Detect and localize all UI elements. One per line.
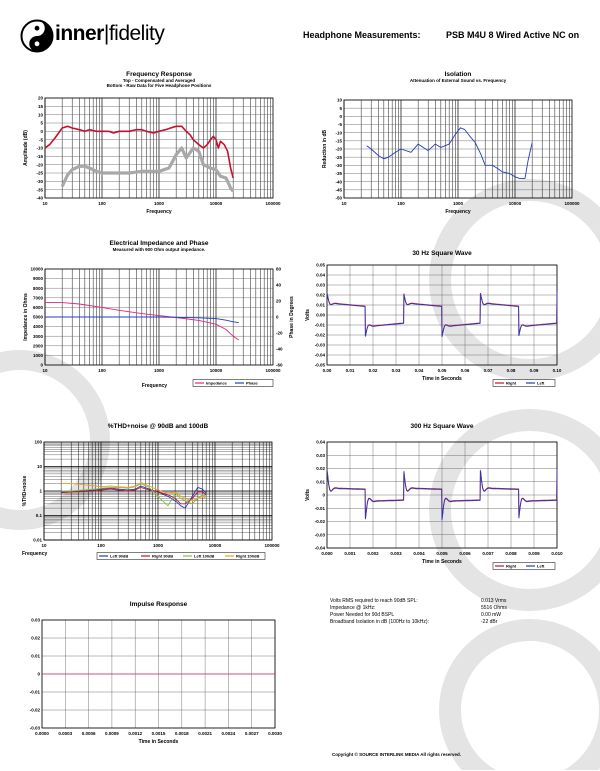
x-tick-label: 1000: [152, 543, 164, 548]
x-tick-label: 0.05: [437, 368, 447, 373]
x-tick-label: 10: [41, 543, 47, 548]
legend-label: Phase: [246, 380, 258, 386]
x-tick-label: 100: [397, 201, 405, 206]
y-tick-label: 1000: [32, 353, 43, 358]
y-tick-label: 0.02: [31, 635, 40, 641]
y-tick-label: 5: [339, 105, 342, 111]
x-tick-label: 0.000: [321, 551, 333, 556]
y-tick-label: 6000: [32, 305, 43, 310]
legend-label: Right: [506, 563, 517, 569]
x-tick-label: 0.0003: [58, 731, 73, 736]
y-tick-label: 0.01: [316, 302, 325, 308]
x-axis-label: Time in Seconds: [422, 376, 462, 382]
y2-tick-label: 0: [276, 314, 279, 320]
chart-title: Impulse Response: [129, 601, 188, 608]
y-tick-label: 0.03: [316, 282, 325, 288]
y-tick-label: -20: [36, 162, 43, 168]
y-tick-label: 0.05: [316, 262, 325, 268]
y-tick-label: -50: [335, 195, 342, 201]
y-tick-label: -0.02: [314, 519, 325, 525]
chart-subtitle: Bottom - Raw Data for Five Headphone Positions: [106, 83, 212, 88]
stat-label: Broadband Isolation in dB (100Hz to 10kHz):: [330, 619, 429, 625]
y-tick-label: 15: [37, 103, 43, 109]
y-tick-label: 100: [34, 439, 42, 445]
y-tick-label: 1: [39, 488, 42, 494]
y-tick-label: -15: [335, 138, 342, 144]
legend-label: Right 90dB: [152, 553, 174, 559]
legend-label: Impedance: [206, 380, 227, 386]
copyright: Copyright © SOURCE INTERLINK MEDIA All rights reserved.: [332, 752, 461, 757]
y-axis-label: %THD+noise: [22, 475, 28, 507]
x-axis-label: Time in Seconds: [422, 559, 462, 565]
x-tick-label: 0.0015: [151, 731, 166, 736]
legend-label: Left 90dB: [110, 553, 129, 559]
y-tick-label: -0.02: [314, 332, 325, 338]
y-tick-label: -10: [36, 145, 43, 151]
stat-label: Power Needed for 90d BSPL: [330, 612, 395, 618]
y-tick-label: -40: [335, 179, 342, 185]
x-tick-label: 0.10: [552, 368, 562, 373]
x-tick-label: 100: [97, 543, 105, 548]
x-tick-label: 0.06: [460, 368, 470, 373]
series-line-gray: [62, 148, 233, 191]
y-tick-label: -0.05: [314, 362, 325, 368]
x-tick-label: 0.007: [482, 551, 494, 556]
y-tick-label: 0: [322, 492, 325, 498]
x-tick-label: 0.010: [551, 551, 563, 556]
legend-label: Left: [537, 380, 545, 386]
y-axis-label: Reduction in dB: [322, 129, 328, 169]
x-tick-label: 0.003: [390, 551, 402, 556]
y-tick-label: 10: [37, 112, 43, 118]
y-tick-label: 0: [339, 113, 342, 119]
series-line-left-90db: [61, 486, 206, 508]
y-tick-label: -35: [36, 187, 43, 193]
chart-thd: [0, 418, 300, 578]
y-tick-label: -10: [335, 130, 342, 136]
y-tick-label: -40: [36, 195, 43, 201]
y-tick-label: -30: [335, 162, 342, 168]
x-tick-label: 10: [42, 201, 48, 206]
x-tick-label: 0.0021: [198, 731, 212, 736]
x-tick-label: 0.02: [368, 368, 378, 373]
y-tick-label: 10000: [30, 266, 43, 272]
y-tick-label: 0: [37, 671, 40, 677]
x-tick-label: 0.006: [459, 551, 471, 556]
y2-tick-label: -20: [276, 330, 283, 336]
x-tick-label: 0.005: [436, 551, 448, 556]
y-tick-label: -35: [335, 171, 342, 177]
x-tick-label: 0.09: [529, 368, 539, 373]
x-tick-label: 0.004: [413, 551, 425, 556]
x-tick-label: 10: [341, 201, 347, 206]
brand-name: inner|fidelity: [55, 22, 165, 45]
logo-icon: [20, 19, 54, 53]
y-tick-label: -0.04: [314, 545, 325, 551]
x-tick-label: 10000: [508, 201, 522, 206]
y-tick-label: -0.02: [29, 707, 40, 713]
y-tick-label: 0.01: [33, 537, 42, 543]
x-axis-label: Frequency: [22, 551, 48, 557]
y2-tick-label: -40: [276, 346, 283, 352]
x-tick-label: 100000: [265, 368, 281, 373]
legend-label: Right: [506, 380, 517, 386]
y-tick-label: 20: [37, 95, 43, 101]
y-axis-label: Volts: [305, 489, 311, 501]
legend-label: Left 100dB: [194, 553, 215, 559]
legend-label: Left: [537, 563, 545, 569]
y2-axis-label: Phase in Degrees: [289, 296, 295, 338]
y-tick-label: 5: [40, 120, 43, 126]
x-tick-label: 100: [98, 201, 106, 206]
x-tick-label: 1000: [153, 368, 165, 373]
x-tick-label: 0.0000: [35, 731, 49, 736]
headphone-model: PSB M4U 8 Wired Active NC on: [446, 30, 580, 40]
y-tick-label: 0.03: [316, 452, 325, 458]
x-axis-label: Time in Seconds: [138, 739, 179, 745]
y-tick-label: 9000: [32, 276, 43, 282]
x-tick-label: 0.0018: [174, 731, 189, 736]
x-tick-label: 100000: [264, 543, 280, 548]
y-tick-label: 0: [40, 362, 43, 368]
chart-title: 30 Hz Square Wave: [412, 250, 472, 257]
chart-impulse-response: [0, 596, 300, 756]
y-tick-label: 5000: [32, 314, 43, 320]
x-tick-label: 0.0024: [221, 731, 236, 736]
y2-tick-label: -60: [276, 362, 283, 368]
stat-label: Volts RMS required to reach 90dB SPL:: [330, 598, 418, 604]
y-tick-label: -20: [335, 146, 342, 152]
y-tick-label: -0.03: [29, 725, 40, 731]
chart-impedance-phase: [0, 238, 300, 398]
x-tick-label: 0.008: [505, 551, 517, 556]
y-tick-label: 0.00: [316, 312, 325, 318]
y-axis-label: Volts: [305, 309, 311, 321]
chart-30hz-square: [300, 246, 600, 396]
chart-title: Electrical Impedance and Phase: [109, 240, 209, 247]
y2-tick-label: 40: [276, 282, 282, 288]
x-tick-label: 0.0027: [244, 731, 259, 736]
x-tick-label: 10: [42, 368, 48, 373]
x-tick-label: 0.0009: [105, 731, 119, 736]
x-tick-label: 100: [98, 368, 106, 373]
x-tick-label: 0.0006: [81, 731, 96, 736]
stat-value: 5516 Ohms: [481, 605, 507, 611]
y-axis-label: Amplitude (dB): [23, 130, 29, 166]
x-tick-label: 0.00: [322, 368, 332, 373]
y-tick-label: 2000: [32, 343, 43, 349]
y-tick-label: 0.03: [31, 617, 40, 623]
chart-title: Frequency Response: [126, 71, 192, 78]
y-tick-label: 0.02: [316, 292, 325, 298]
x-tick-label: 100000: [265, 201, 281, 206]
y2-tick-label: 60: [276, 266, 282, 272]
x-tick-label: 1000: [153, 201, 165, 206]
y-tick-label: 0.04: [316, 272, 325, 278]
x-tick-label: 0.0030: [268, 731, 282, 736]
y-tick-label: 0: [40, 128, 43, 134]
x-tick-label: 0.01: [345, 368, 355, 373]
y-tick-label: -0.03: [314, 532, 325, 538]
y-tick-label: -0.01: [314, 505, 325, 511]
y-tick-label: -15: [36, 153, 43, 159]
y-tick-label: -0.03: [314, 342, 325, 348]
y-tick-label: 3000: [32, 333, 43, 339]
y-tick-label: -25: [36, 170, 43, 176]
chart-frequency-response: [0, 68, 300, 228]
chart-title: %THD+noise @ 90dB and 100dB: [107, 423, 209, 430]
x-tick-label: 1000: [452, 201, 464, 206]
series-line-blue: [367, 128, 533, 179]
x-tick-label: 0.0012: [128, 731, 143, 736]
x-axis-label: Frequency: [445, 209, 471, 215]
x-tick-label: 10000: [209, 368, 223, 373]
y-tick-label: 0.01: [316, 479, 325, 485]
x-tick-label: 0.07: [483, 368, 493, 373]
chart-300hz-square: [300, 418, 600, 578]
y2-tick-label: 20: [276, 298, 282, 304]
x-tick-label: 0.009: [528, 551, 540, 556]
chart-title: 300 Hz Square Wave: [410, 423, 474, 430]
y-axis-label: Impedance in Ohms: [23, 293, 29, 341]
chart-subtitle: Attenuation of External Sound vs. Frequency: [409, 78, 507, 83]
y-tick-label: 0.1: [35, 513, 42, 519]
x-axis-label: Frequency: [146, 209, 172, 215]
x-tick-label: 100000: [564, 201, 580, 206]
y-tick-label: -0.01: [29, 689, 40, 695]
stat-value: -22 dBr: [481, 619, 498, 625]
x-tick-label: 10000: [209, 201, 223, 206]
legend-label: Right 100dB: [236, 553, 260, 559]
x-tick-label: 0.001: [344, 551, 356, 556]
chart-title: Isolation: [444, 71, 472, 78]
y-tick-label: -45: [335, 187, 342, 193]
y-tick-label: -5: [38, 137, 43, 143]
chart-subtitle: Measured with 900 Ohm output impedance.: [112, 247, 206, 252]
y-tick-label: 0.04: [316, 439, 325, 445]
y-tick-label: 10: [36, 464, 42, 470]
x-tick-label: 0.08: [506, 368, 516, 373]
chart-subtitle: Top - Compensated and Averaged: [122, 78, 196, 83]
y-tick-label: 4000: [32, 324, 43, 330]
y-tick-label: -0.01: [314, 322, 325, 328]
y-tick-label: 8000: [32, 285, 43, 291]
stat-value: 0.013 Vrms: [481, 598, 507, 604]
y-tick-label: 10: [336, 97, 342, 103]
legend-box: [193, 380, 273, 387]
x-tick-label: 0.03: [391, 368, 401, 373]
y-tick-label: -5: [337, 122, 342, 128]
stat-value: 0.00 mW: [481, 612, 502, 618]
y-tick-label: -0.04: [314, 352, 325, 358]
y-tick-label: -30: [36, 178, 43, 184]
chart-isolation: [300, 68, 600, 228]
y-tick-label: 0.02: [316, 466, 325, 472]
y-tick-label: 0.01: [31, 653, 40, 659]
x-axis-label: Frequency: [141, 383, 168, 389]
x-tick-label: 0.002: [367, 551, 379, 556]
x-tick-label: 10000: [208, 543, 222, 548]
stat-label: Impedance @ 1kHz:: [330, 605, 376, 611]
x-tick-label: 0.04: [414, 368, 424, 373]
y-tick-label: -25: [335, 154, 342, 160]
y-tick-label: 7000: [32, 295, 43, 301]
page-title: Headphone Measurements:: [303, 30, 421, 40]
